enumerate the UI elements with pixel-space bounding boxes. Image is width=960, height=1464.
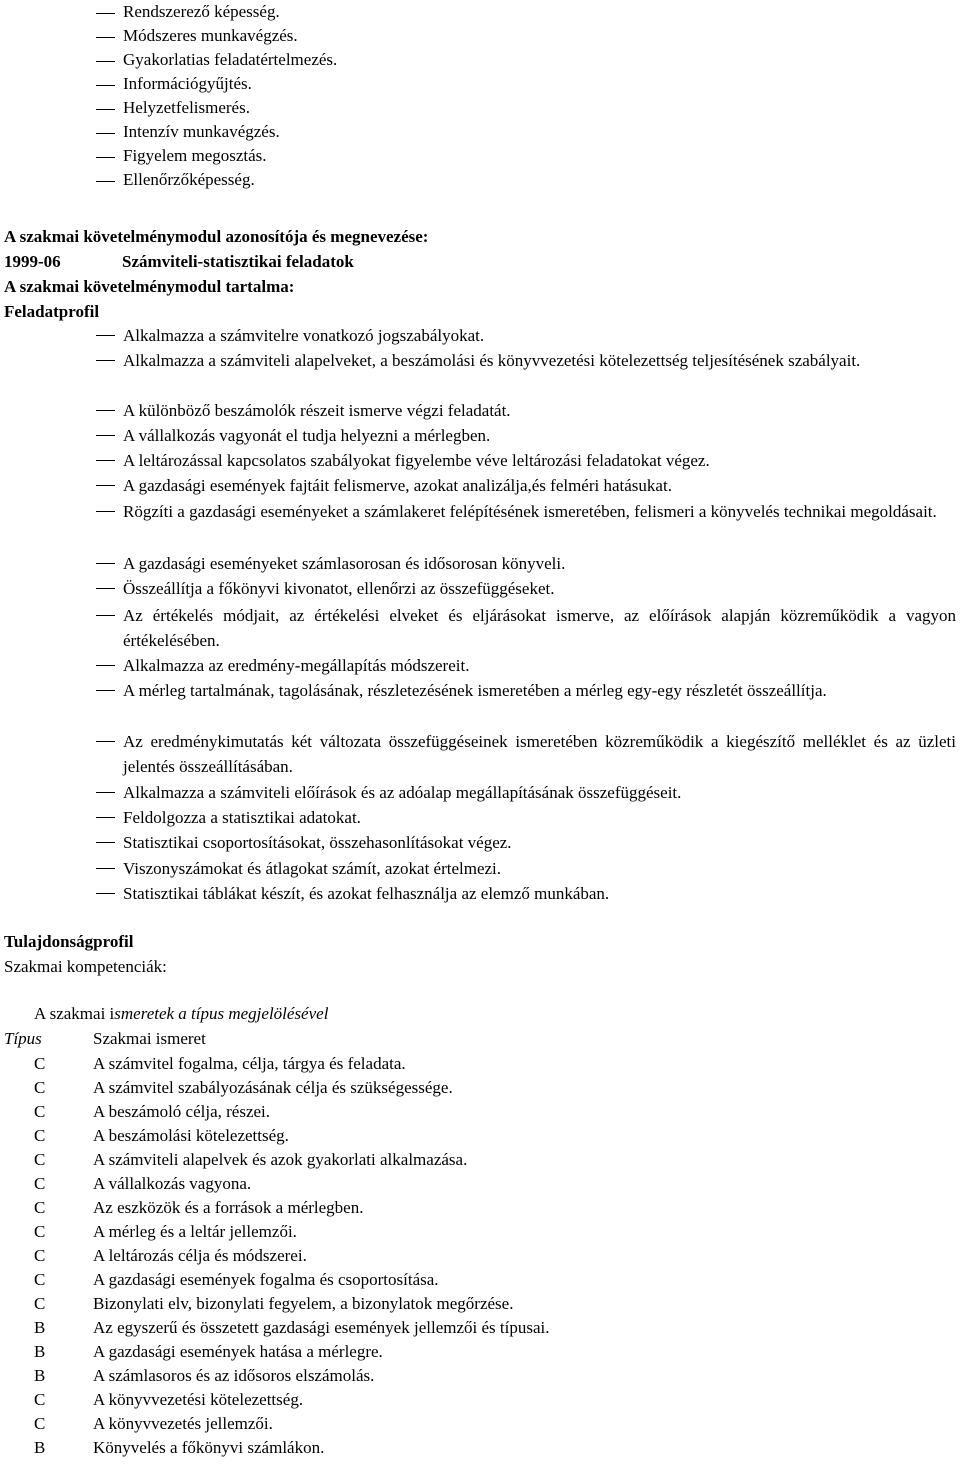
list-item: Gyakorlatias feladatértelmezés. xyxy=(96,50,396,72)
task-item: Alkalmazza az eredmény-megállapítás módszereit. xyxy=(96,654,956,679)
task-item: Viszonyszámokat és átlagokat számít, azokat értelmezi. xyxy=(96,857,956,882)
knowledge-cell: A könyvvezetés jellemzői. xyxy=(93,1414,273,1433)
type-cell: C xyxy=(34,1174,46,1193)
knowledge-cell: A beszámoló célja, részei. xyxy=(93,1102,271,1121)
table-row xyxy=(0,1126,960,1148)
type-cell: B xyxy=(34,1366,46,1385)
task-item: Rögzíti a gazdasági eseményeket a számlakeret felépítésének ismeretében, felismeri a könyvelés technikai megoldásait. xyxy=(96,500,956,550)
task-item: Összeállítja a főkönyvi kivonatot, ellenőrzi az összefüggéseket. xyxy=(96,577,956,602)
table-row xyxy=(0,1246,960,1268)
knowledge-cell: Az eszközök és a források a mérlegben. xyxy=(93,1198,364,1217)
table-row xyxy=(0,1150,960,1172)
table-row xyxy=(0,1318,960,1340)
task-item: Statisztikai táblákat készít, és azokat felhasználja az elemző munkában. xyxy=(96,882,956,907)
type-cell: C xyxy=(34,1198,46,1217)
table-row xyxy=(0,1390,960,1412)
table-row xyxy=(0,1294,960,1316)
table-row xyxy=(0,1078,960,1100)
task-item: Feldolgozza a statisztikai adatokat. xyxy=(96,806,956,831)
task-item: A különböző beszámolók részeit ismerve végzi feladatát. xyxy=(96,399,956,424)
type-cell: C xyxy=(34,1414,46,1433)
type-cell: C xyxy=(34,1246,46,1265)
list-item: Információgyűjtés. xyxy=(96,74,396,96)
task-item: A vállalkozás vagyonát el tudja helyezni a mérlegben. xyxy=(96,424,956,449)
list-item: Ellenőrzőképesség. xyxy=(96,170,396,192)
knowledge-cell: A számlasoros és az idősoros elszámolás. xyxy=(93,1366,375,1385)
type-cell: C xyxy=(34,1102,46,1121)
table-row xyxy=(0,1054,960,1076)
knowledge-cell: Könyvelés a főkönyvi számlákon. xyxy=(93,1438,325,1457)
type-cell: C xyxy=(34,1126,46,1145)
list-item: Módszeres munkavégzés. xyxy=(96,26,396,48)
knowledge-cell: Bizonylati elv, bizonylati fegyelem, a bizonylatok megőrzése. xyxy=(93,1294,514,1313)
task-item: A gazdasági események fajtáit felismerve, azokat analizálja,és felméri hatásukat. xyxy=(96,474,956,499)
knowledge-intro: A szakmai ismeretek a típus megjelölésével xyxy=(34,1004,329,1023)
task-item: Alkalmazza a számviteli előírások és az adóalap megállapításának összefüggéseit. xyxy=(96,781,956,806)
type-cell: C xyxy=(34,1294,46,1313)
module-id-heading: A szakmai követelménymodul azonosítója és megnevezése: xyxy=(4,227,429,246)
task-item: A leltározással kapcsolatos szabályokat figyelembe véve leltározási feladatokat végez. xyxy=(96,449,956,474)
property-profile-heading: Tulajdonságprofil xyxy=(4,932,134,951)
type-cell: C xyxy=(34,1270,46,1289)
column-header-type: Típus xyxy=(4,1029,42,1048)
knowledge-cell: A vállalkozás vagyona. xyxy=(93,1174,252,1193)
task-profile-heading: Feladatprofil xyxy=(4,302,100,321)
task-item: A mérleg tartalmának, tagolásának, részletezésének ismeretében a mérleg egy-egy részletét összeállítja. xyxy=(96,679,956,729)
table-row xyxy=(0,1270,960,1292)
knowledge-cell: A gazdasági események fogalma és csoportosítása. xyxy=(93,1270,439,1289)
table-row xyxy=(0,1174,960,1196)
table-row xyxy=(0,1366,960,1388)
list-item: Figyelem megosztás. xyxy=(96,146,396,168)
knowledge-cell: A könyvvezetési kötelezettség. xyxy=(93,1390,304,1409)
type-cell: B xyxy=(34,1318,46,1337)
type-cell: C xyxy=(34,1078,46,1097)
knowledge-cell: A számvitel fogalma, célja, tárgya és feladata. xyxy=(93,1054,406,1073)
task-item: Alkalmazza a számvitelre vonatkozó jogszabályokat. xyxy=(96,324,956,349)
knowledge-cell: A leltározás célja és módszerei. xyxy=(93,1246,307,1265)
knowledge-cell: A számvitel szabályozásának célja és szükségessége. xyxy=(93,1078,453,1097)
table-row xyxy=(0,1438,960,1460)
task-item: Alkalmazza a számviteli alapelveket, a beszámolási és könyvvezetési kötelezettség teljesítésének szabályait. xyxy=(96,349,956,399)
type-cell: B xyxy=(34,1342,46,1361)
list-item: Helyzetfelismerés. xyxy=(96,98,396,120)
table-row xyxy=(0,1414,960,1436)
knowledge-cell: A gazdasági események hatása a mérlegre. xyxy=(93,1342,383,1361)
knowledge-cell: A mérleg és a leltár jellemzői. xyxy=(93,1222,297,1241)
type-cell: C xyxy=(34,1222,46,1241)
type-cell: C xyxy=(34,1150,46,1169)
module-code: 1999-06 xyxy=(4,252,61,271)
type-cell: C xyxy=(34,1054,46,1073)
list-item: Intenzív munkavégzés. xyxy=(96,122,396,144)
knowledge-cell: A beszámolási kötelezettség. xyxy=(93,1126,289,1145)
knowledge-cell: Az egyszerű és összetett gazdasági események jellemzői és típusai. xyxy=(93,1318,550,1337)
type-cell: C xyxy=(34,1390,46,1409)
task-item: Statisztikai csoportosításokat, összehasonlításokat végez. xyxy=(96,831,956,856)
table-row xyxy=(0,1342,960,1364)
table-row xyxy=(0,1198,960,1220)
knowledge-cell: A számviteli alapelvek és azok gyakorlati alkalmazása. xyxy=(93,1150,468,1169)
competencies-label: Szakmai kompetenciák: xyxy=(4,957,167,976)
list-item: Rendszerező képesség. xyxy=(96,2,396,24)
table-row xyxy=(0,1102,960,1124)
module-content-heading: A szakmai követelménymodul tartalma: xyxy=(4,277,295,296)
task-item: Az értékelés módjait, az értékelési elveket és eljárásokat ismerve, az előírások alapján közreműködik a vagyon értékelésében. xyxy=(96,604,956,654)
task-item: Az eredménykimutatás két változata összefüggéseinek ismeretében közreműködik a kiegészítő melléklet és az üzleti jelentés összeállításában. xyxy=(96,730,956,780)
type-cell: B xyxy=(34,1438,46,1457)
table-row xyxy=(0,1222,960,1244)
task-item: A gazdasági eseményeket számlasorosan és idősorosan könyveli. xyxy=(96,552,956,577)
column-header-knowledge: Szakmai ismeret xyxy=(93,1029,206,1048)
module-name: Számviteli-statisztikai feladatok xyxy=(122,252,354,271)
